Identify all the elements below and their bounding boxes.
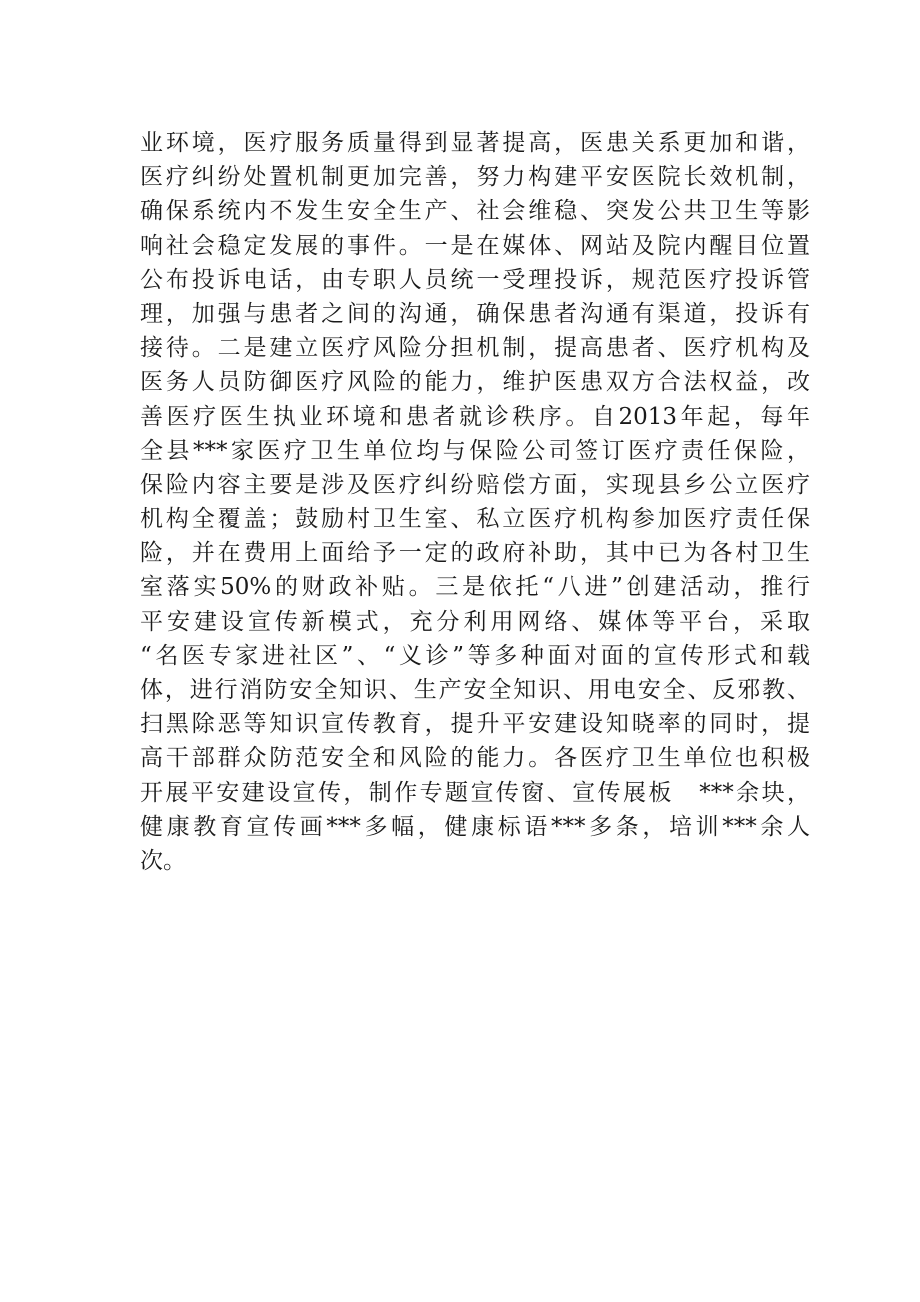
text-line: 险，并在费用上面给予一定的政府补助，其中已为各村卫生 bbox=[140, 540, 810, 567]
text-line: 体，进行消防安全知识、生产安全知识、用电安全、反邪教、 bbox=[140, 677, 810, 703]
text-line: 接待。二是建立医疗风险分担机制，提高患者、医疗机构及 bbox=[140, 335, 810, 362]
text-line: 室落实50%的财政补贴。三是依托“八进”创建活动，推行 bbox=[140, 574, 810, 601]
text-line: 全县***家医疗卫生单位均与保险公司签订医疗责任保险， bbox=[140, 437, 810, 464]
text-line: 确保系统内不发生安全生产、社会维稳、突发公共卫生等影 bbox=[140, 198, 810, 225]
text-line: 善医疗医生执业环境和患者就诊秩序。自2013年起，每年 bbox=[140, 403, 810, 430]
text-line: 机构全覆盖；鼓励村卫生室、私立医疗机构参加医疗责任保 bbox=[140, 506, 810, 533]
text-line: 业环境，医疗服务质量得到显著提高，医患关系更加和谐， bbox=[140, 130, 810, 156]
text-line: 理，加强与患者之间的沟通，确保患者沟通有渠道，投诉有 bbox=[140, 300, 810, 327]
text-line: 响社会稳定发展的事件。一是在媒体、网站及院内醒目位置 bbox=[140, 232, 810, 259]
text-line: 保险内容主要是涉及医疗纠纷赔偿方面，实现县乡公立医疗 bbox=[140, 471, 810, 498]
text-line: 开展平安建设宣传，制作专题宣传窗、宣传展板 ***余块， bbox=[140, 779, 810, 806]
text-line-last: 次。 bbox=[140, 847, 186, 874]
text-line: 扫黑除恶等知识宣传教育，提升平安建设知晓率的同时，提 bbox=[140, 711, 810, 738]
text-line: “名医专家进社区”、“义诊”等多种面对面的宣传形式和载 bbox=[140, 642, 810, 669]
text-line: 平安建设宣传新模式，充分利用网络、媒体等平台，采取 bbox=[140, 608, 810, 635]
text-line: 医务人员防御医疗风险的能力，维护医患双方合法权益，改 bbox=[140, 369, 810, 396]
body-paragraph bbox=[140, 126, 810, 878]
text-line: 公布投诉电话，由专职人员统一受理投诉，规范医疗投诉管 bbox=[140, 266, 810, 293]
text-line: 医疗纠纷处置机制更加完善，努力构建平安医院长效机制， bbox=[140, 164, 810, 191]
text-line: 高干部群众防范安全和风险的能力。各医疗卫生单位也积极 bbox=[140, 745, 810, 772]
text-line: 健康教育宣传画***多幅，健康标语***多条，培训***余人 bbox=[140, 813, 810, 840]
